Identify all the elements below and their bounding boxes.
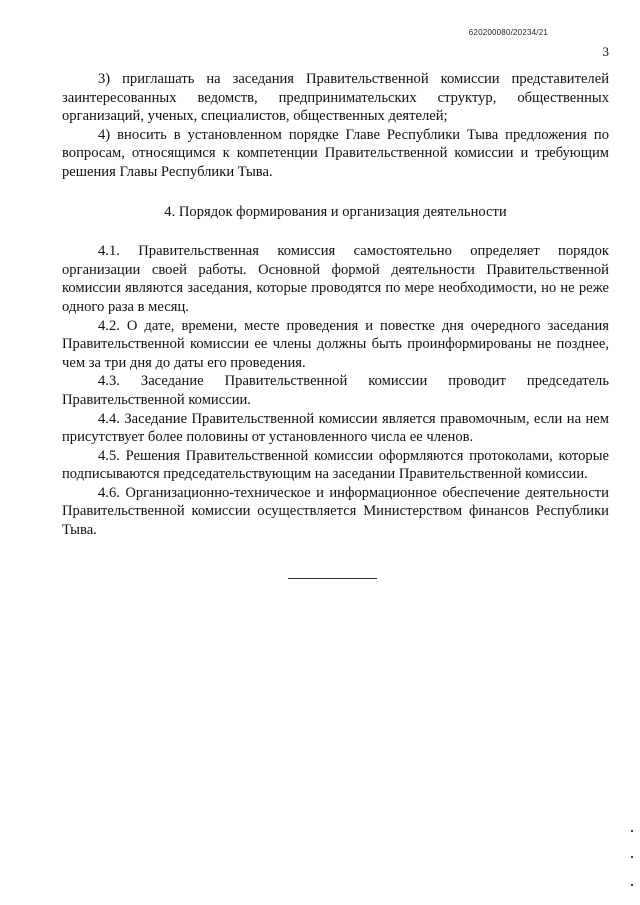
document-number: 620200080/20234/21	[468, 28, 548, 37]
scan-mark	[631, 830, 633, 832]
scan-mark	[631, 884, 633, 886]
paragraph-4-1: 4.1. Правительственная комиссия самостоятельно определяет порядок организации своей работы. Основной формой деятельности Правительственной комиссии являются заседания, которые проводятся по мере необходимости, но не реже одного раза в месяц.	[62, 243, 609, 315]
paragraph-4-5: 4.5. Решения Правительственной комиссии оформляются протоколами, которые подписываются председательствующим на заседании Правительственной комиссии.	[62, 447, 609, 483]
paragraph-4-2: 4.2. О дате, времени, месте проведения и повестке дня очередного заседания Правительственной комиссии ее члены должны быть проинформированы не позднее, чем за три дня до даты его проведения.	[62, 317, 609, 371]
page-number: 3	[602, 44, 609, 59]
paragraph-item-4: 4) вносить в установленном порядке Главе Республики Тыва предложения по вопросам, относящимся к компетенции Правительственной комиссии и требующим решения Главы Республики Тыва.	[62, 126, 609, 180]
document-body	[62, 70, 609, 540]
paragraph-item-3: 3) приглашать на заседания Правительственной комиссии представителей заинтересованных ведомств, предпринимательских структур, общественных организаций, ученых, специалистов, общественных деятелей;	[62, 71, 609, 125]
paragraph-4-6: 4.6. Организационно-техническое и информационное обеспечение деятельности Правительственной комиссии осуществляется Министерством финансов Республики Тыва.	[62, 484, 609, 539]
paragraph-4-3: 4.3. Заседание Правительственной комиссии проводит председатель Правительственной комиссии.	[62, 373, 609, 408]
scan-mark	[631, 856, 633, 858]
section-title: 4. Порядок формирования и организация деятельности	[164, 203, 507, 220]
paragraph-4-4: 4.4. Заседание Правительственной комиссии является правомочным, если на нем присутствует более половины от установленного числа ее членов.	[62, 410, 609, 446]
end-separator-line	[288, 578, 377, 579]
